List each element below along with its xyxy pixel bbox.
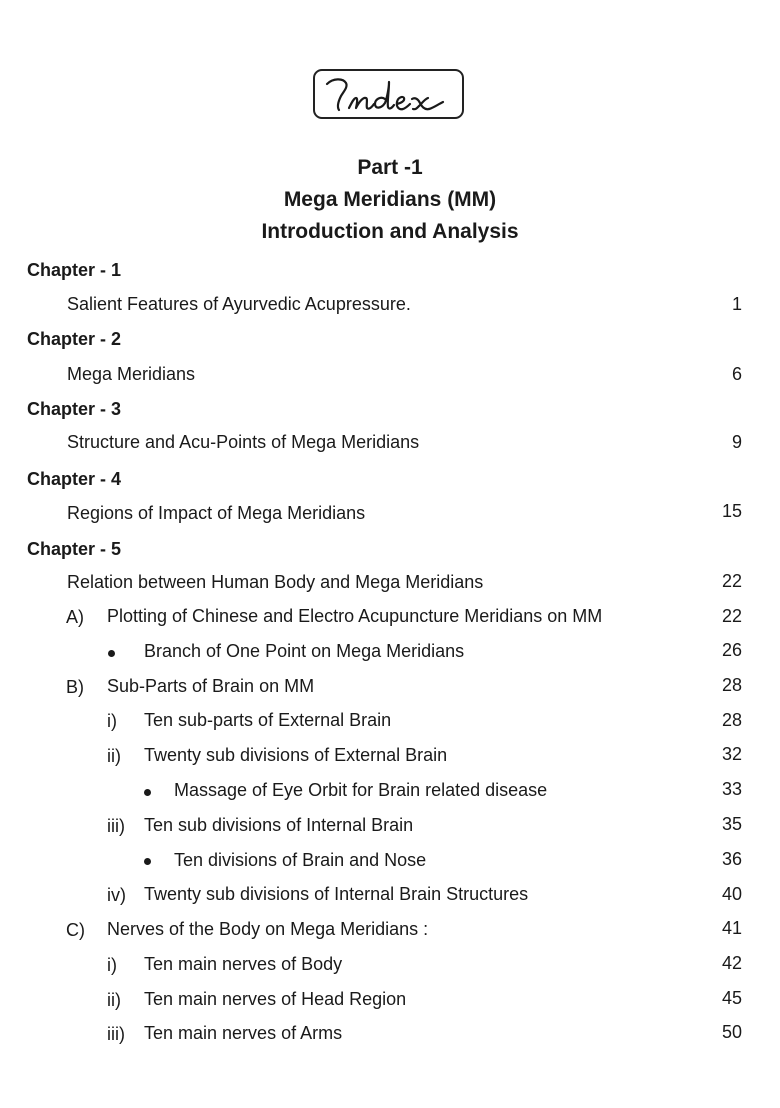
toc-page-number: 32	[721, 744, 742, 764]
toc-marker: ii)	[107, 746, 121, 766]
chapter-heading: Chapter - 5	[27, 539, 122, 559]
toc-marker: A)	[66, 607, 84, 627]
chapter-heading: Chapter - 4	[27, 469, 122, 489]
toc-page-number: 40	[721, 884, 742, 904]
toc-page-number: 45	[721, 988, 742, 1008]
toc-entry[interactable]: Twenty sub divisions of Internal Brain Structures	[144, 884, 529, 904]
toc-entry[interactable]: Plotting of Chinese and Electro Acupuncture Meridians on MM	[107, 606, 603, 626]
toc-page-number: 22	[721, 606, 742, 626]
toc-page-number: 28	[721, 675, 742, 695]
toc-marker: iii)	[107, 816, 125, 836]
chapter-heading: Chapter - 3	[27, 399, 122, 419]
toc-marker: i)	[107, 711, 117, 731]
toc-page-number: 41	[721, 918, 742, 938]
toc-page-number: 9	[731, 432, 742, 452]
toc-entry[interactable]: Structure and Acu-Points of Mega Meridians	[67, 432, 420, 452]
index-handwritten-logo	[319, 72, 459, 116]
bullet-icon	[108, 650, 115, 657]
toc-page-number: 33	[721, 779, 742, 799]
toc-entry[interactable]: Ten main nerves of Arms	[144, 1023, 343, 1043]
toc-marker: iii)	[107, 1024, 125, 1044]
bullet-icon	[144, 789, 151, 796]
toc-entry[interactable]: Sub-Parts of Brain on MM	[107, 676, 315, 696]
chapter-heading: Chapter - 1	[27, 260, 122, 280]
toc-page-number: 35	[721, 814, 742, 834]
toc-marker: ii)	[107, 990, 121, 1010]
toc-entry[interactable]: Relation between Human Body and Mega Meridians	[67, 572, 484, 592]
toc-entry[interactable]: Regions of Impact of Mega Meridians	[67, 503, 366, 523]
toc-marker: iv)	[107, 885, 126, 905]
toc-page-number: 22	[721, 571, 742, 591]
toc-page-number: 36	[721, 849, 742, 869]
toc-page-number: 26	[721, 640, 742, 660]
toc-entry[interactable]: Ten divisions of Brain and Nose	[174, 850, 427, 870]
toc-page-number: 6	[731, 364, 742, 384]
toc-marker: i)	[107, 955, 117, 975]
toc-entry[interactable]: Ten sub divisions of Internal Brain	[144, 815, 414, 835]
chapter-heading: Chapter - 2	[27, 329, 122, 349]
part-subtitle-2: Introduction and Analysis	[261, 220, 519, 243]
part-title: Part -1	[357, 156, 423, 179]
toc-marker: B)	[66, 677, 84, 697]
toc-page-number: 42	[721, 953, 742, 973]
toc-entry[interactable]: Twenty sub divisions of External Brain	[144, 745, 448, 765]
toc-entry[interactable]: Massage of Eye Orbit for Brain related disease	[174, 780, 548, 800]
toc-page-number: 15	[721, 501, 742, 521]
toc-marker: C)	[66, 920, 85, 940]
toc-entry[interactable]: Branch of One Point on Mega Meridians	[144, 641, 465, 661]
bullet-icon	[144, 858, 151, 865]
toc-entry[interactable]: Nerves of the Body on Mega Meridians :	[107, 919, 429, 939]
toc-entry[interactable]: Ten sub-parts of External Brain	[144, 710, 392, 730]
toc-page-number: 28	[721, 710, 742, 730]
index-logo	[313, 69, 464, 119]
toc-entry[interactable]: Ten main nerves of Head Region	[144, 989, 407, 1009]
toc-page-number: 50	[721, 1022, 742, 1042]
toc-page-number: 1	[731, 294, 742, 314]
toc-entry[interactable]: Mega Meridians	[67, 364, 196, 384]
toc-entry[interactable]: Salient Features of Ayurvedic Acupressure.	[67, 294, 411, 314]
part-subtitle: Mega Meridians (MM)	[283, 188, 497, 211]
toc-entry[interactable]: Ten main nerves of Body	[144, 954, 343, 974]
